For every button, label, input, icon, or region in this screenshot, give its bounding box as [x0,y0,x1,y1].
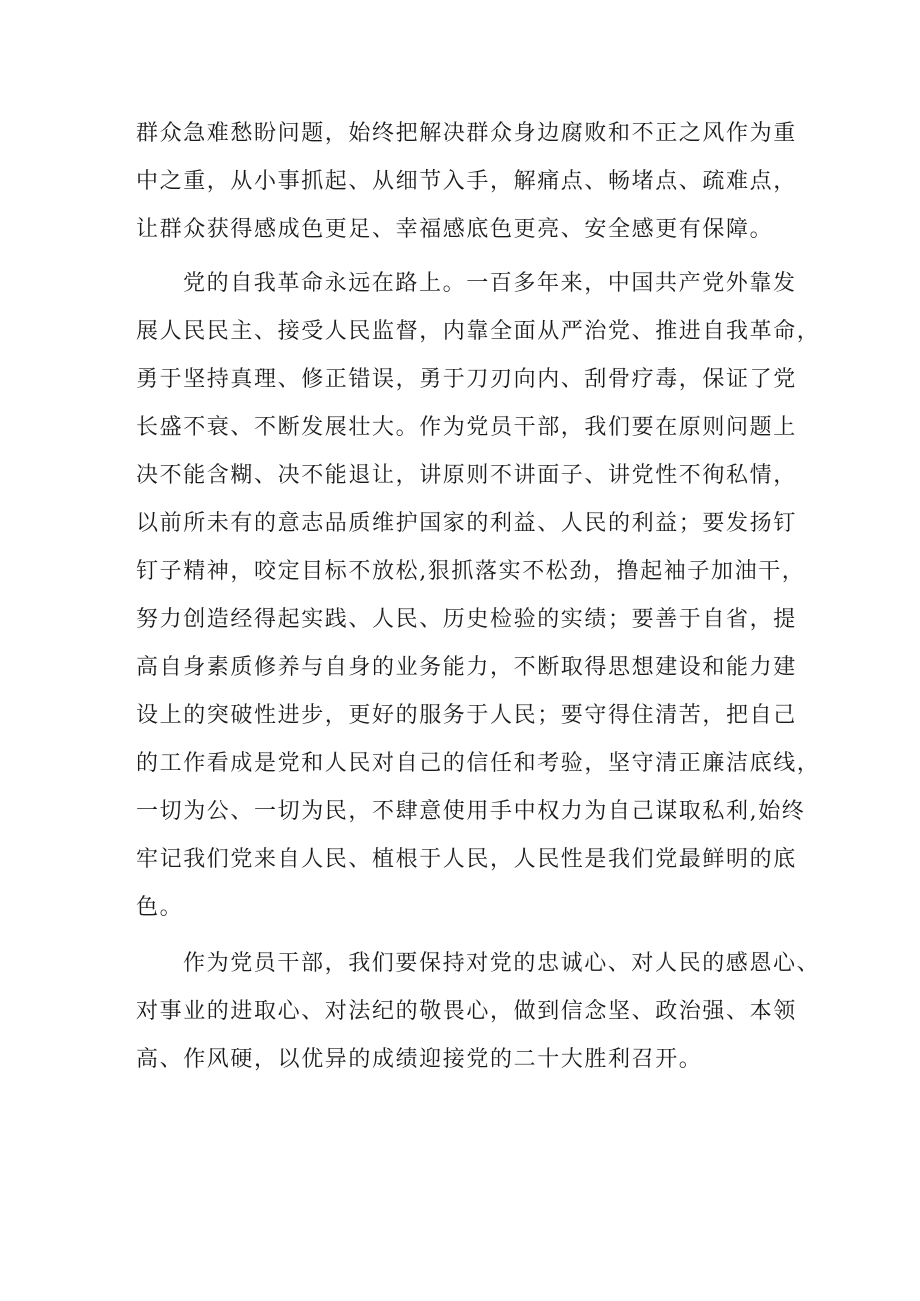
paragraph-1 [136,110,796,254]
text-line: 展人民民主、接受人民监督，内靠全面从严治党、推进自我革命， [136,319,821,344]
text-line: 长盛不衰、不断发展壮大。作为党员干部，我们要在原则问题上 [136,415,797,440]
text-line: 设上的突破性进步，更好的服务于人民；要守得住清苦，把自己 [136,703,797,728]
text-line: 的工作看成是党和人民对自己的信任和考验，坚守清正廉洁底线， [136,751,821,776]
text-line: 中之重，从小事抓起、从细节入手，解痛点、畅堵点、疏难点， [136,169,797,194]
text-line: 努力创造经得起实践、人民、历史检验的实绩；要善于自省，提 [136,607,797,632]
text-line: 高自身素质修养与自身的业务能力，不断取得思想建设和能力建 [136,655,797,680]
text-line: 对事业的进取心、对法纪的敬畏心，做到信念坚、政治强、本领 [136,999,797,1024]
text-line: 色。 [136,895,184,920]
paragraph-2 [136,260,821,932]
document-body [136,110,821,1084]
paragraph-3 [136,940,821,1084]
text-line: 一切为公、一切为民，不肆意使用手中权力为自己谋取私利,始终 [136,799,806,824]
text-line: 决不能含糊、决不能退让，讲原则不讲面子、讲党性不徇私情， [136,463,797,488]
text-line: 勇于坚持真理、修正错误，勇于刀刃向内、刮骨疗毒，保证了党 [136,367,797,392]
text-line: 让群众获得感成色更足、幸福感底色更亮、安全感更有保障。 [136,217,774,242]
text-line: 作为党员干部，我们要保持对党的忠诚心、对人民的感恩心、 [183,951,821,976]
text-line: 群众急难愁盼问题，始终把解决群众身边腐败和不正之风作为重 [136,121,797,146]
paragraph-spacer [136,932,796,940]
text-line: 以前所未有的意志品质维护国家的利益、人民的利益；要发扬钉 [136,511,797,536]
text-line: 高、作风硬，以优异的成绩迎接党的二十大胜利召开。 [136,1047,703,1072]
text-line: 钉子精神，咬定目标不放松,狠抓落实不松劲，撸起袖子加油干， [136,559,806,584]
text-line: 牢记我们党来自人民、植根于人民，人民性是我们党最鲜明的底 [136,847,797,872]
text-line: 党的自我革命永远在路上。一百多年来，中国共产党外靠发 [183,271,797,296]
